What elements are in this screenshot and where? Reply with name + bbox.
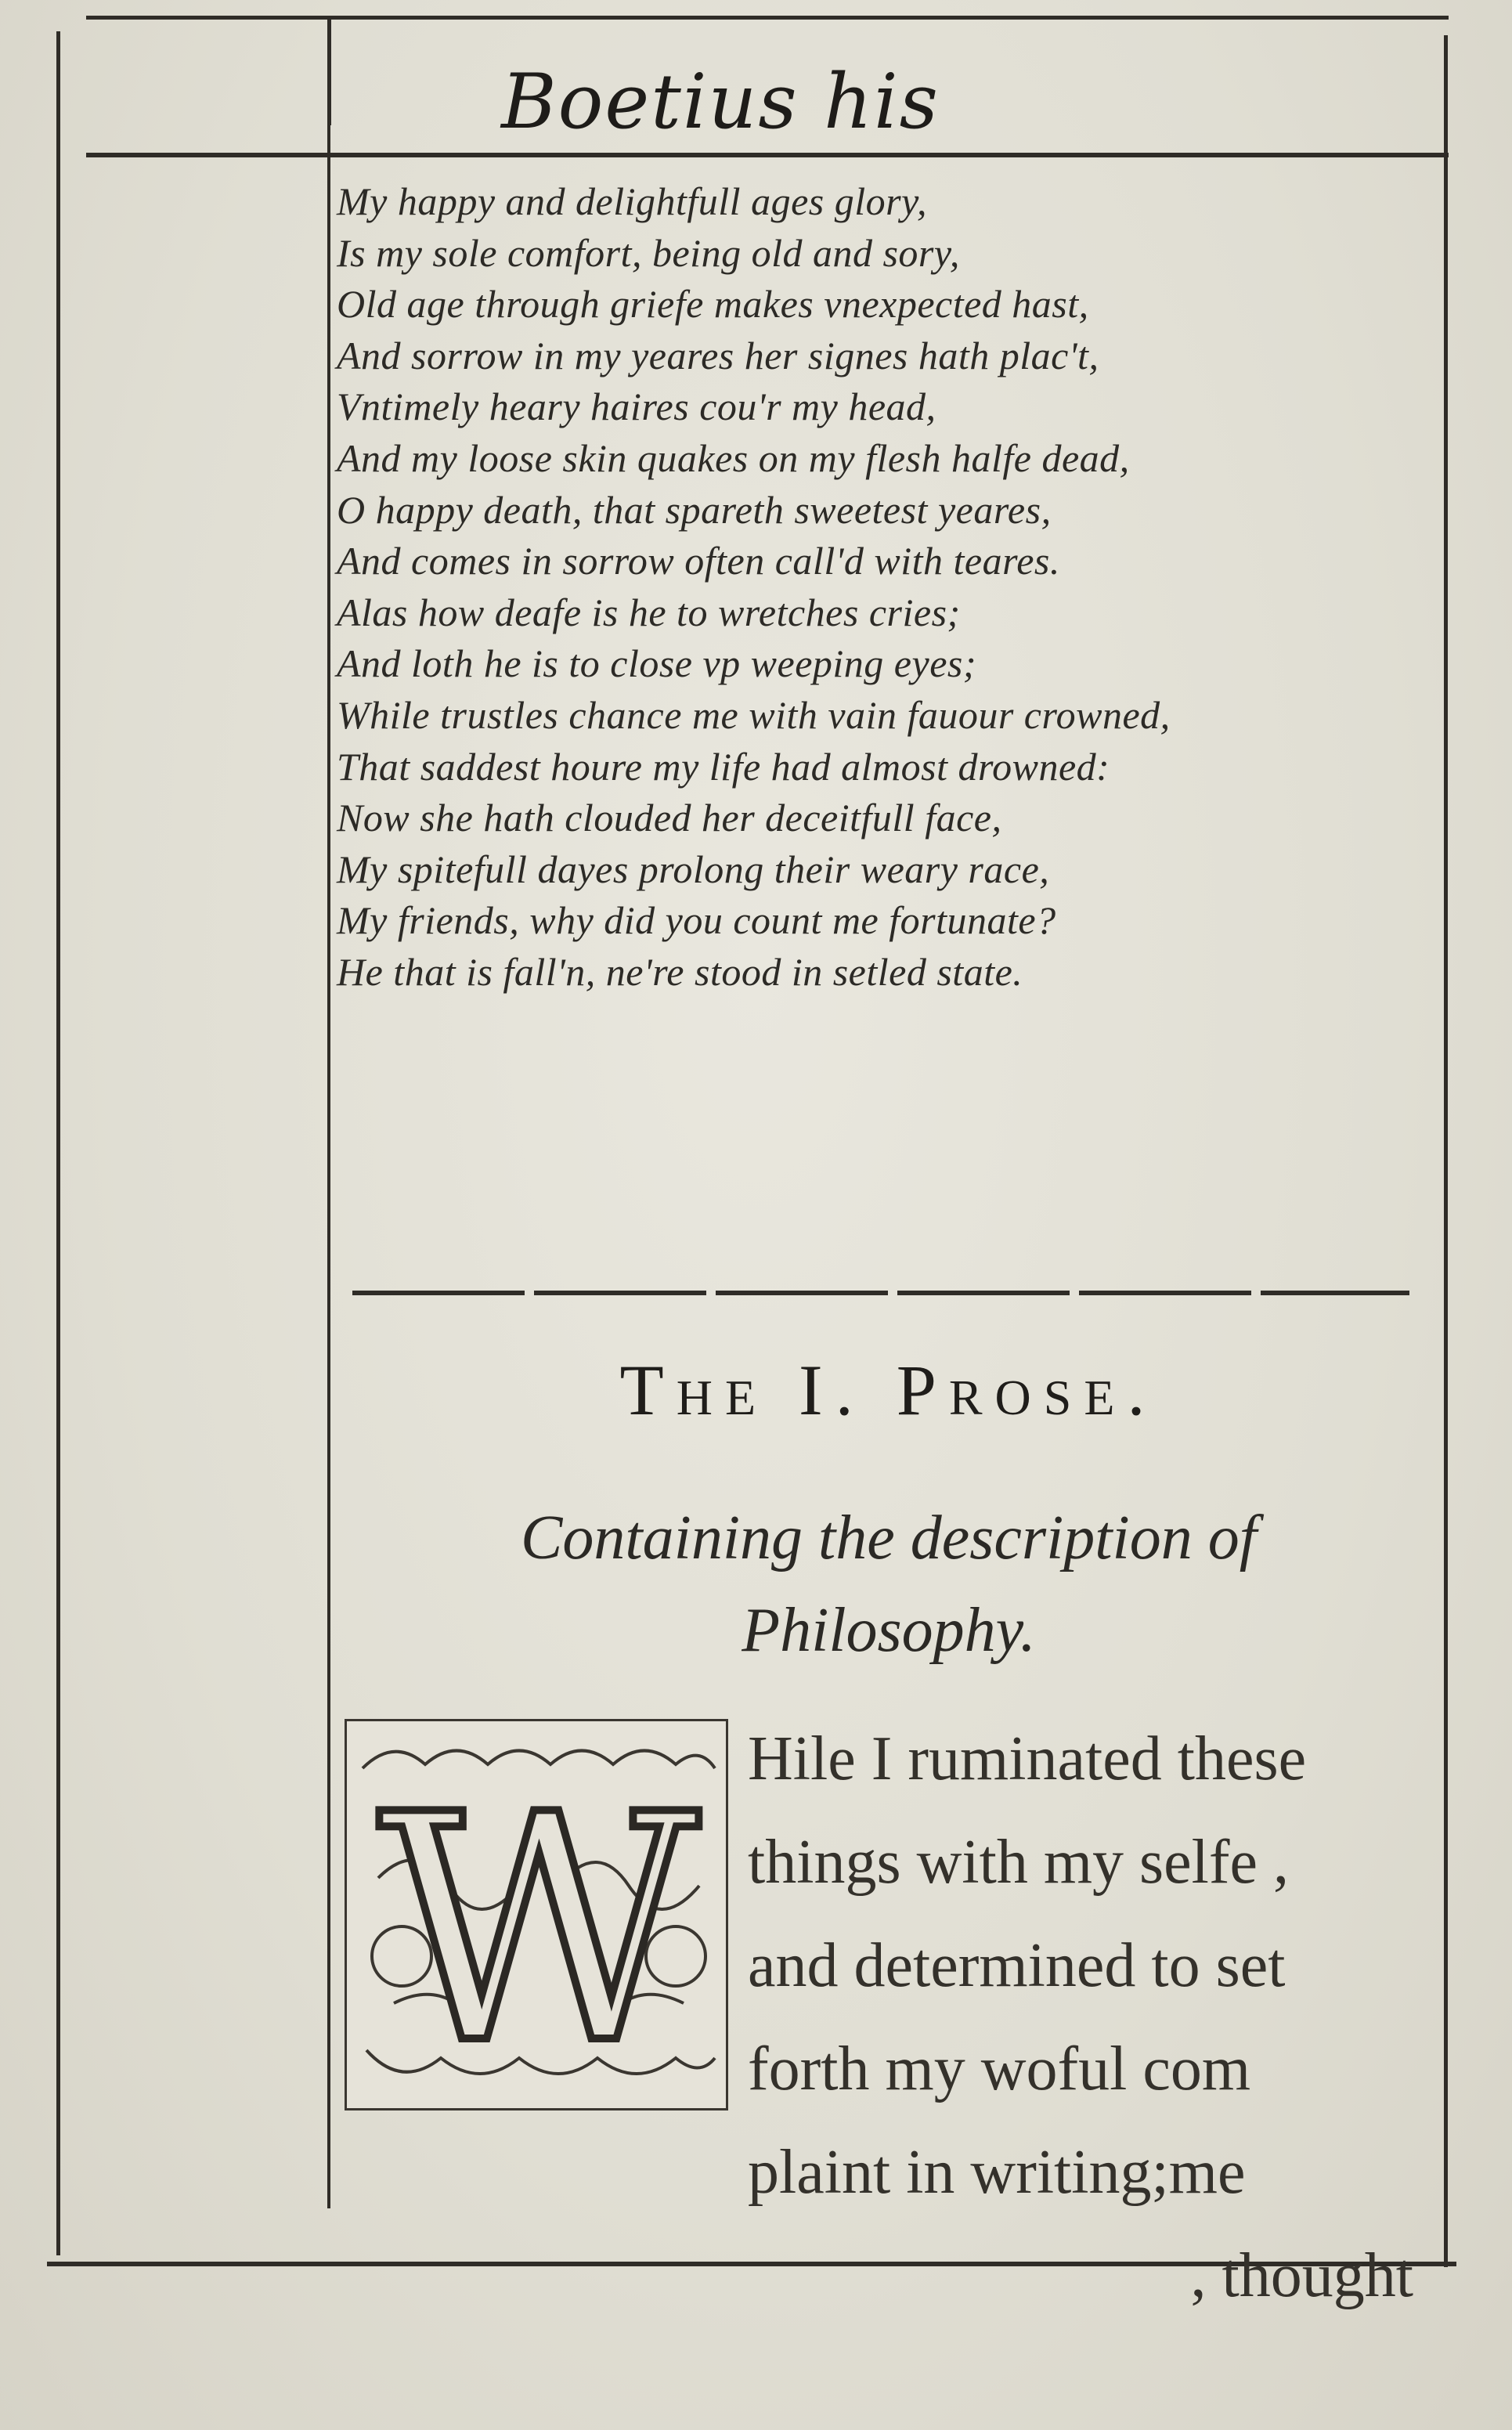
poem-line: My happy and delightfull ages glory, [337,179,928,223]
dropcap-letter: W [377,1749,700,2113]
left-margin-rule [56,31,60,2255]
poem-line: Old age through griefe makes vnexpected hast, [337,282,1089,327]
poem-verse [337,176,1449,998]
prose-line: plaint in writing;me [748,2138,1246,2207]
prose-line: and determined to set [748,1931,1286,2000]
poem-line: My friends, why did you count me fortunate? [337,898,1056,943]
poem-line: He that is fall'n, ne're stood in setled state. [337,949,1023,994]
poem-line: O happy death, that spareth sweetest yeares, [337,487,1052,532]
subtitle-line: Containing the description of [521,1504,1257,1572]
poem-line: And loth he is to close vp weeping eyes; [337,641,976,686]
top-rule [86,16,1449,20]
poem-line: Vntimely heary haires cou'r my head, [337,385,936,429]
poem-line: Now she hath clouded her deceitfull face, [337,796,1002,840]
prose-line: forth my woful com [748,2035,1251,2103]
inner-margin-rule [327,16,330,2208]
running-head: Boetius his [501,58,940,146]
poem-line: That saddest houre my life had almost drowned: [337,744,1110,789]
poem-line: My spitefull dayes prolong their weary race, [337,847,1050,891]
catchword: , thought [1190,2241,1413,2310]
poem-line: While trustles chance me with vain fauour crowned, [337,692,1171,737]
poem-line: Alas how deafe is he to wretches cries; [337,590,961,634]
subtitle-line: Philosophy. [742,1596,1036,1665]
poem-line: And my loose skin quakes on my flesh halfe dead, [337,435,1130,480]
section-subtitle [329,1492,1449,1677]
poem-line: And comes in sorrow often call'd with teares. [337,539,1060,583]
poem-line: Is my sole comfort, being old and sory, [337,230,960,275]
prose-line: things with my selfe , [748,1828,1290,1897]
prose-line: Hile I ruminated these [748,1724,1307,1793]
decorated-initial [345,1719,728,2113]
prose-text [748,1707,1437,2327]
section-title: The I. Prose. [619,1350,1158,1430]
ornament-icon [347,1721,731,2113]
section-divider [352,1291,1409,1295]
poem-line: And sorrow in my yeares her signes hath plac't, [337,333,1099,377]
